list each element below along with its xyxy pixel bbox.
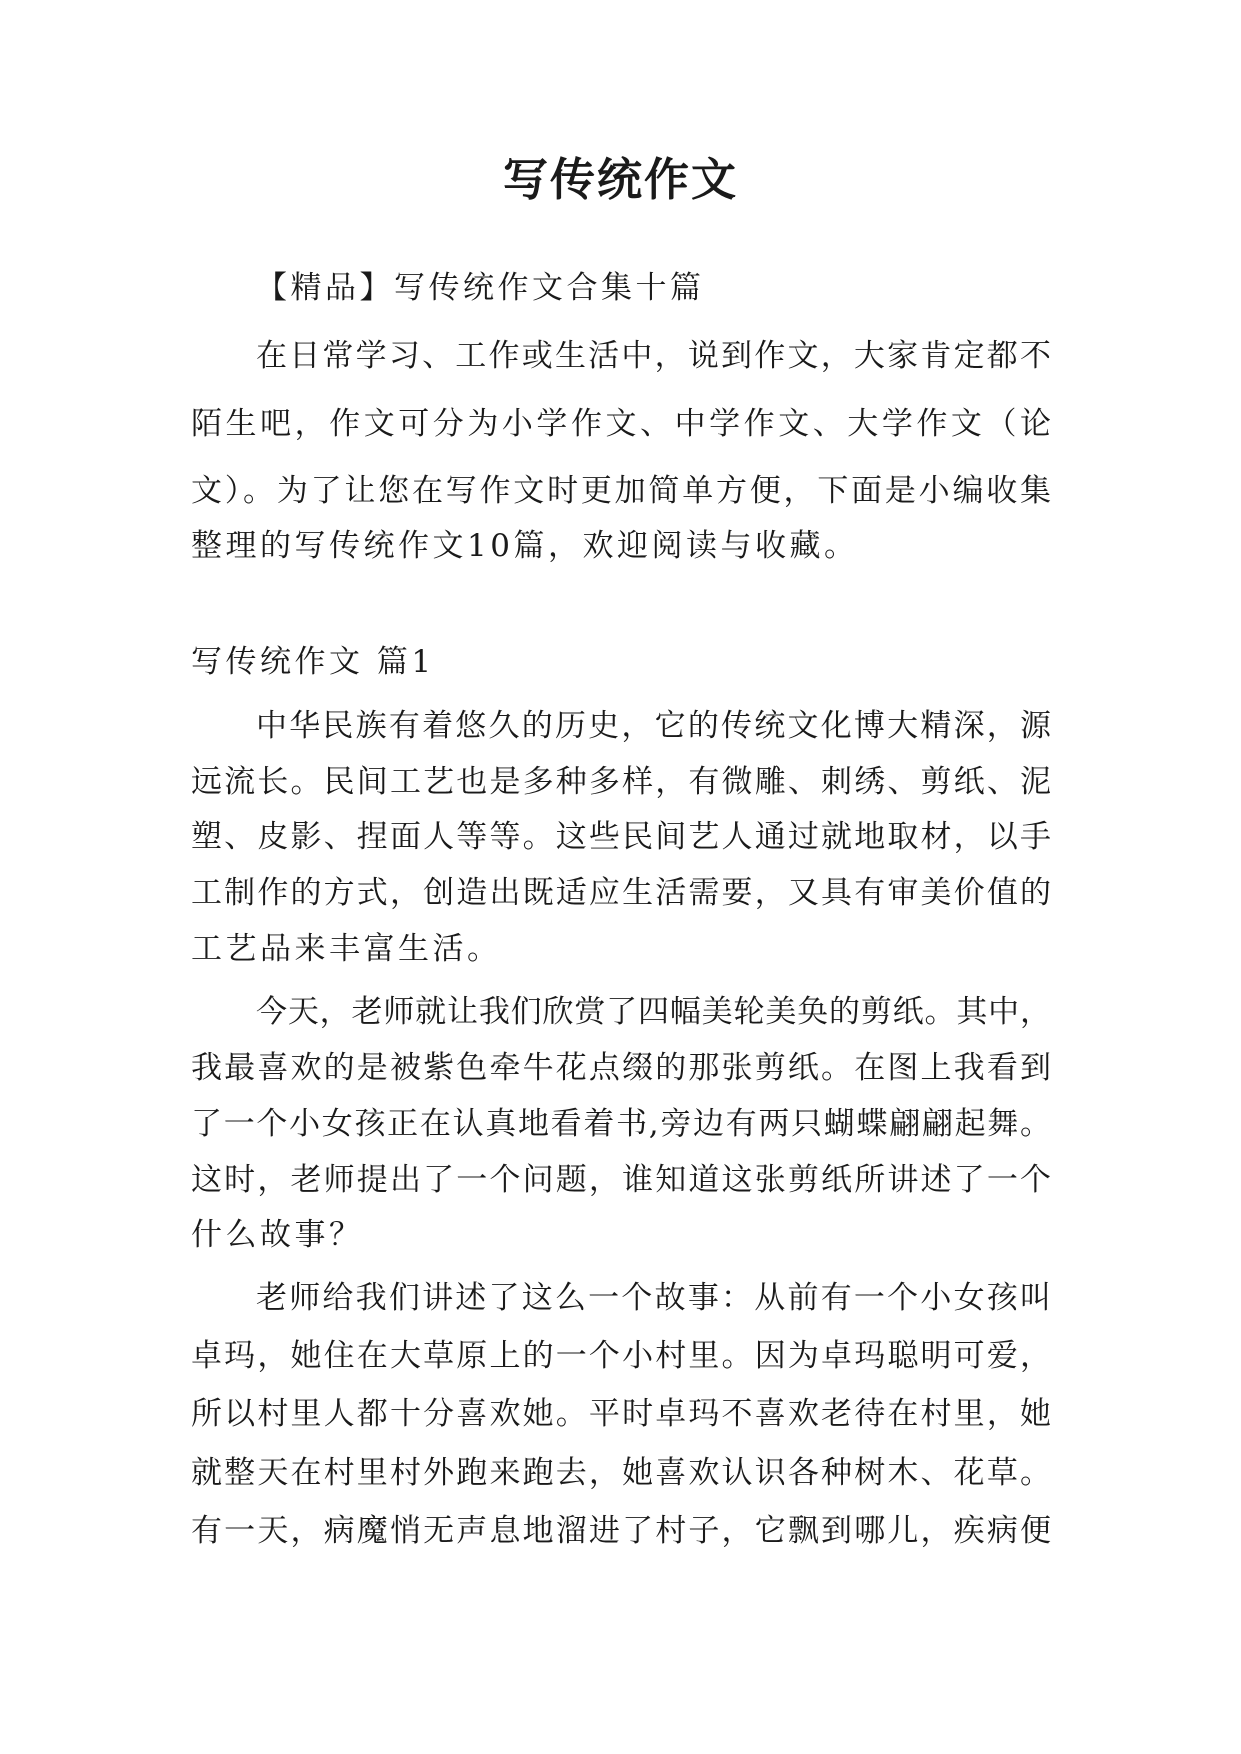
- body-line: 这时，老师提出了一个问题，谁知道这张剪纸所讲述了一个: [191, 1162, 1051, 1198]
- body-line: 中华民族有着悠久的历史，它的传统文化博大精深，源: [256, 708, 1051, 744]
- page-title: 写传统作文: [502, 153, 738, 206]
- body-line: 什么故事？: [191, 1217, 364, 1253]
- body-line: 卓玛，她住在大草原上的一个小村里。因为卓玛聪明可爱，: [191, 1338, 1051, 1374]
- section-heading: 写传统作文 篇1: [191, 644, 435, 680]
- body-line: 了一个小女孩正在认真地看着书,旁边有两只蝴蝶翩翩起舞。: [191, 1106, 1051, 1142]
- body-line: 工制作的方式，创造出既适应生活需要，又具有审美价值的: [191, 875, 1051, 911]
- body-line: 塑、皮影、捏面人等等。这些民间艺人通过就地取材，以手: [191, 819, 1051, 855]
- body-line: 老师给我们讲述了这么一个故事：从前有一个小女孩叫: [256, 1280, 1051, 1316]
- body-line: 工艺品来丰富生活。: [191, 931, 502, 967]
- body-line: 我最喜欢的是被紫色牵牛花点缀的那张剪纸。在图上我看到: [191, 1050, 1051, 1086]
- body-line: 有一天，病魔悄无声息地溜进了村子，它飘到哪儿，疾病便: [191, 1513, 1051, 1549]
- body-line: 远流长。民间工艺也是多种多样，有微雕、刺绣、剪纸、泥: [191, 764, 1051, 800]
- intro-line: 陌生吧，作文可分为小学作文、中学作文、大学作文（论: [191, 406, 1051, 442]
- intro-heading: 【精品】写传统作文合集十篇: [256, 270, 705, 306]
- body-line: 所以村里人都十分喜欢她。平时卓玛不喜欢老待在村里，她: [191, 1396, 1051, 1432]
- body-line: 今天，老师就让我们欣赏了四幅美轮美奂的剪纸。其中，: [256, 994, 1051, 1030]
- intro-line: 文）。为了让您在写作文时更加简单方便，下面是小编收集: [191, 473, 1051, 509]
- body-line: 就整天在村里村外跑来跑去，她喜欢认识各种树木、花草。: [191, 1455, 1051, 1491]
- intro-line: 整理的写传统作文10篇，欢迎阅读与收藏。: [191, 528, 859, 564]
- intro-line: 在日常学习、工作或生活中，说到作文，大家肯定都不: [256, 338, 1051, 374]
